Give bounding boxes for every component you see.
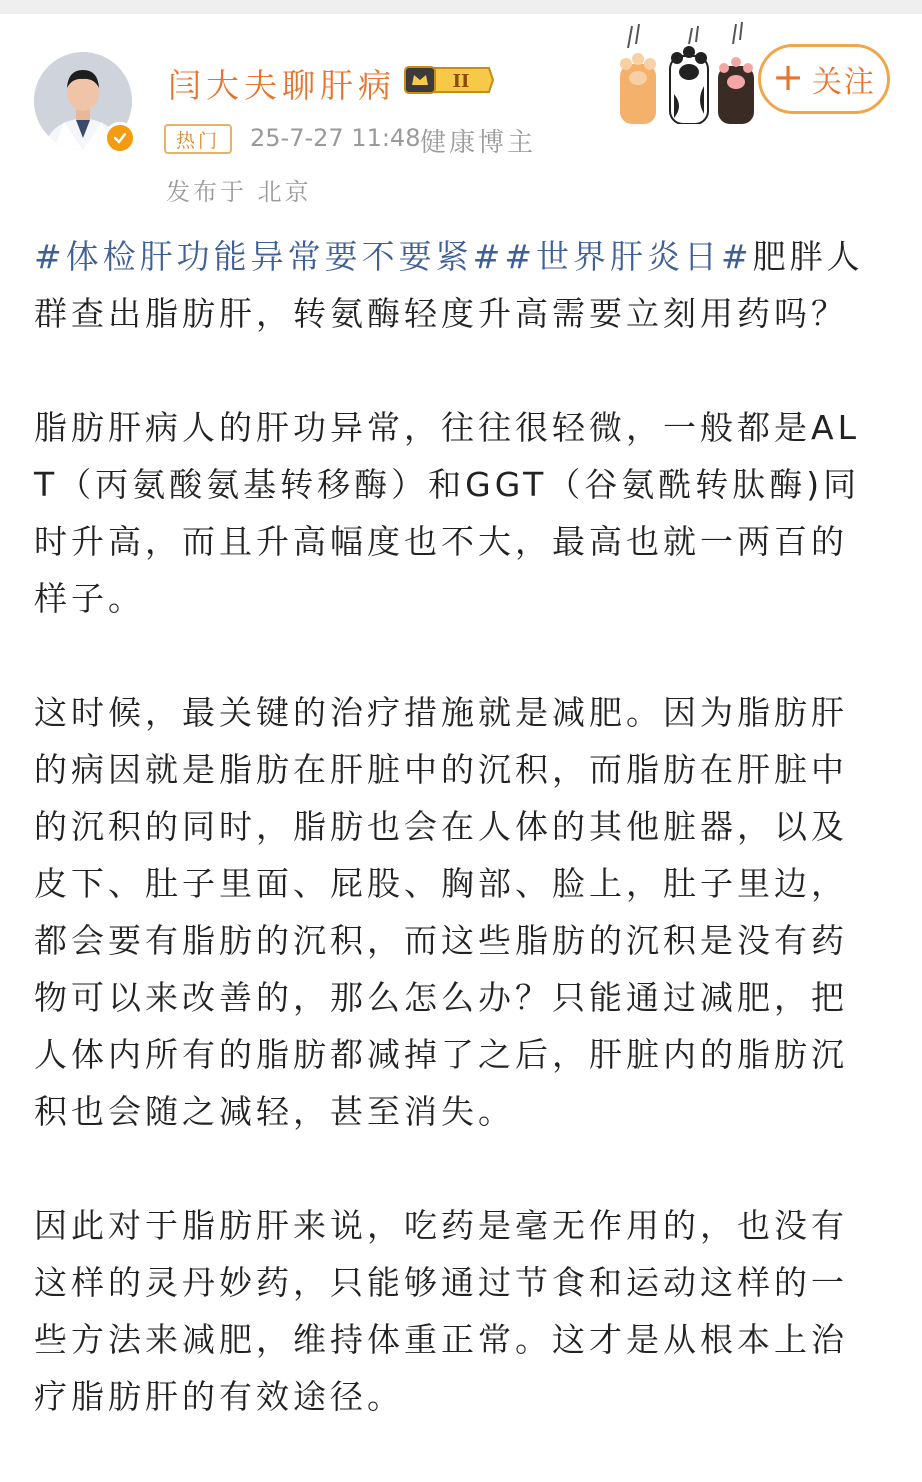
plus-icon: +: [772, 55, 806, 99]
hashtag-link[interactable]: #世界肝炎日#: [504, 237, 753, 276]
follow-button[interactable]: [758, 44, 890, 114]
post-intro: [34, 228, 879, 342]
post-location: 发布于 北京: [166, 178, 312, 206]
level-badge-icon[interactable]: [403, 64, 495, 96]
author-role: 健康博主: [420, 128, 537, 158]
intro-text: 肥胖人群查出脂肪肝，转氨酶轻度升高需要立刻用药吗？: [34, 237, 864, 333]
author-name[interactable]: 闫大夫聊肝病: [168, 66, 396, 105]
cat-paws-decoration-icon: [612, 14, 762, 124]
post-timestamp: 25-7-27 11:48: [250, 124, 421, 152]
level-badge-label: II: [452, 71, 470, 92]
follow-button-label: 关注: [811, 65, 876, 100]
hot-tag: 热门: [164, 124, 232, 154]
verified-badge-icon: [104, 122, 136, 154]
post-paragraph: 这时候，最关键的治疗措施就是减肥。因为脂肪肝的病因就是脂肪在肝脏中的沉积，而脂肪在肝脏中的沉积的同时，脂肪也会在人体的其他脏器，以及皮下、肚子里面、屁股、胸部、脸上，肚子里边，都会要有脂肪的沉积，而这些脂肪的沉积是没有药物可以来改善的，那么怎么办？只能通过减肥，把人体内所有的脂肪都减掉了之后，肝脏内的脂肪沉积也会随之减轻，甚至消失。: [34, 693, 848, 1131]
post-paragraph: 脂肪肝病人的肝功异常，往往很轻微，一般都是ALT（丙氨酸氨基转移酶）和GGT（谷氨酰转肽酶)同时升高，而且升高幅度也不大，最高也就一两百的样子。: [34, 408, 861, 618]
post-paragraph: 因此对于脂肪肝来说，吃药是毫无作用的，也没有这样的灵丹妙药，只能够通过节食和运动这样的一些方法来减肥，维持体重正常。这才是从根本上治疗脂肪肝的有效途径。: [34, 1206, 848, 1416]
hashtag-link[interactable]: #体检肝功能异常要不要紧#: [34, 237, 505, 276]
top-divider: [0, 0, 922, 14]
post-content: [34, 228, 879, 1482]
